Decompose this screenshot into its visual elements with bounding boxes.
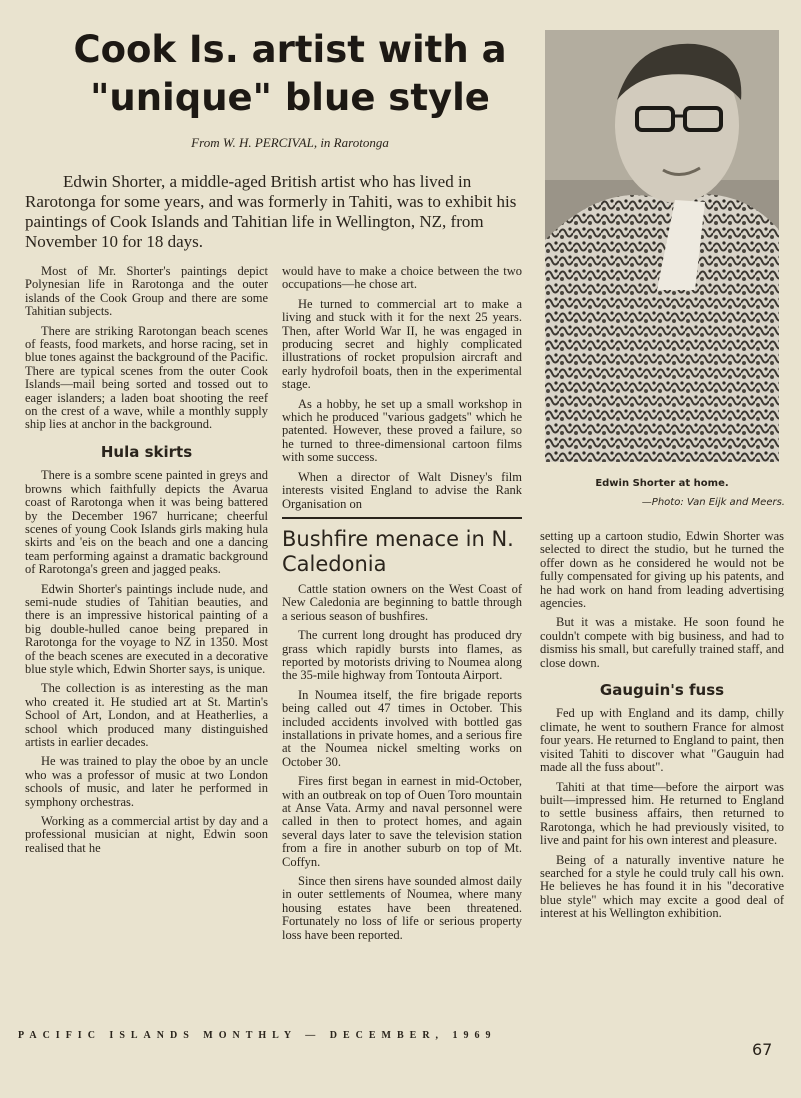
paragraph: Fires first began in earnest in mid-October, with an outbreak on top of Ouen Toro mountain at Anse Vata. Army and naval personnel were called in then to protect homes, and again several days later to save the television station from a fire in another suburb on top of Mt. Coffyn. — [282, 774, 522, 869]
paragraph: In Noumea itself, the fire brigade reports being called out 47 times in October. This included accidents involved with bottled gas installations in private homes, and a serious fire at the Noumea nickel smelting works on October 30. — [282, 687, 522, 769]
paragraph: There is a sombre scene painted in greys and browns which faithfully depicts the Avarua coast of Rarotonga when it was being battered by the December 1967 hurricane; cheerful scenes of young Cook Islands girls making hula skirts and 'eis on the beach and one a dancing team performing against a dramatic background of Rarotonga's green and jagged peaks. — [25, 468, 268, 577]
paragraph: Being of a naturally inventive nature he searched for a style he could truly call his own. He believes he has found it in his "decorative blue style" which may excite a good deal of interest at his Wellington exhibition. — [540, 852, 784, 921]
column-3 — [540, 530, 784, 927]
column-2 — [282, 265, 522, 948]
bushfire-headline: Bushfire menace in N. Caledonia — [282, 526, 514, 576]
photo-credit: —Photo: Van Eijk and Meers. — [641, 497, 785, 508]
subhead-gauguins-fuss: Gauguin's fuss — [599, 681, 725, 700]
paragraph: Most of Mr. Shorter's paintings depict Polynesian life in Rarotonga and the outer islands of the Cook Group and there are some Tahitian subjects. — [25, 264, 268, 319]
paragraph: But it was a mistake. He soon found he couldn't compete with big business, and had to dismiss his small, but carefully trained staff, and close down. — [540, 615, 784, 670]
paragraph: Working as a commercial artist by day and a professional musician at night, Edwin soon realised that he — [25, 814, 268, 855]
photo-caption: Edwin Shorter at home. — [595, 478, 729, 489]
section-divider — [282, 517, 522, 519]
intro-paragraph: Edwin Shorter, a middle-aged British artist who has lived in Rarotonga for some years, and was formerly in Tahiti, was to exhibit his paintings of Cook Islands and Tahitian life in Wellington, NZ, from November 10 for 18 days. — [25, 172, 517, 251]
page-number: 67 — [752, 1040, 773, 1059]
paragraph: He was trained to play the oboe by an uncle who was a professor of music at two London schools of music, and later he performed in symphony orchestras. — [25, 754, 268, 809]
column-1 — [25, 265, 268, 861]
paragraph: The collection is as interesting as the man who created it. He studied art at St. Martin's School of Art, London, and at Heatherlies, a school which produced many distinguished artists in earlier decades. — [25, 681, 268, 749]
paragraph: There are striking Rarotongan beach scenes of feasts, food markets, and horse racing, set in blue tones against the background of the Pacific. There are typical scenes from the outer Cook Islands—mail being sorted and tossed out to eager islanders; a laden boat shooting the reef on the crest of a wave, while a monthly supply ship lies at anchor in the background. — [25, 323, 268, 432]
artist-photo — [545, 30, 779, 462]
artist-photo-illustration — [545, 30, 779, 462]
byline: From W. H. PERCIVAL, in Rarotonga — [191, 135, 389, 150]
paragraph: When a director of Walt Disney's film interests visited England to advise the Rank Organisation on — [282, 469, 522, 511]
running-footer: PACIFIC ISLANDS MONTHLY — DECEMBER, 1969 — [18, 1030, 497, 1041]
paragraph: As a hobby, he set up a small workshop in which he produced "various gadgets" which he patented. However, these proved a failure, so he turned to three-dimensional cartoon films with some success. — [282, 396, 522, 465]
subhead-hula-skirts: Hula skirts — [100, 442, 193, 461]
paragraph: Fed up with England and its damp, chilly climate, he went to southern France for almost four years. He returned to England to paint, then visited Tahiti to discover what "Gauguin had made all the fuss about". — [540, 706, 784, 775]
paragraph: Tahiti at that time—before the airport was built—impressed him. He returned to England to settle business affairs, then returned to Rarotonga, which he had previously visited, to live and paint for his own interest and pleasure. — [540, 779, 784, 848]
paragraph: Cattle station owners on the West Coast of New Caledonia are beginning to battle through a serious season of bushfires. — [282, 581, 522, 623]
paragraph: Edwin Shorter's paintings include nude, and semi-nude studies of Tahitian beauties, and there is an impressive historical painting of a big double-hulled canoe being prepared in Rarotonga for the voyage to NZ in 1350. Most of the beach scenes are executed in a decorative blue style which, Edwin Shorter says, is unique. — [25, 581, 268, 676]
paragraph: setting up a cartoon studio, Edwin Shorter was selected to direct the studio, but he turned the offer down as he considered he would not be fully compensated for giving up his patents, and he had work on hand from leading advertising agencies. — [540, 529, 784, 611]
paragraph: The current long drought has produced dry grass which rapidly bursts into flames, as reported by motorists driving to Noumea along the 35-mile highway from Tontouta Airport. — [282, 628, 522, 683]
paragraph: Since then sirens have sounded almost daily in outer settlements of Noumea, where many housing estates have been threatened. Fortunately no loss of life or serious property loss have been reported. — [282, 874, 522, 942]
article-headline: Cook Is. artist with a "unique" blue style — [73, 28, 507, 119]
paragraph: would have to make a choice between the two occupations—he chose art. — [282, 264, 522, 292]
paragraph: He turned to commercial art to make a living and stuck with it for the next 25 years. Then, after World War II, he was engaged in producing secret and highly complicated illustrations of rocket propulsion aircraft and early hydrofoil boats, then in the experimental stage. — [282, 296, 522, 392]
